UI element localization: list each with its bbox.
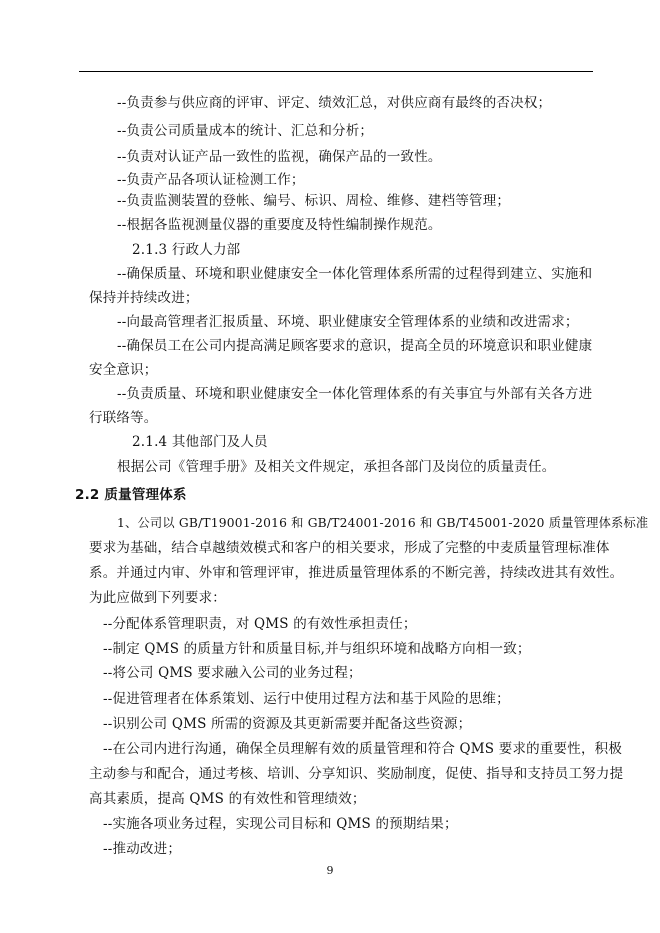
text-line: --在公司内进行沟通，确保全员理解有效的质量管理和符合 QMS 要求的重要性，积极 [103, 741, 623, 757]
text-line: 1、公司以 GB/T19001-2016 和 GB/T24001-2016 和 GB/T45001-2020 质量管理体系标准 [117, 516, 649, 530]
text-line: --将公司 QMS 要求融入公司的业务过程； [103, 665, 362, 681]
text-line: 要求为基础，结合卓越绩效模式和客户的相关要求，形成了完整的中麦质量管理标准体 [89, 540, 610, 556]
text-line: --确保质量、环境和职业健康安全一体化管理体系所需的过程得到建立、实施和 [117, 266, 593, 282]
section-heading: 2.2 质量管理体系 [75, 487, 187, 503]
text-line: --负责监测装置的登帐、编号、标识、周检、维修、建档等管理； [117, 193, 511, 209]
text-line: --根据各监视测量仪器的重要度及特性编制操作规范。 [117, 217, 442, 233]
text-line: --负责对认证产品一致性的监视，确保产品的一致性。 [117, 149, 442, 165]
text-line: --分配体系管理职责，对 QMS 的有效性承担责任； [103, 616, 417, 632]
text-line: 行联络等。 [89, 410, 158, 426]
text-line: 系。并通过内审、外审和管理评审，推进质量管理体系的不断完善，持续改进其有效性。 [89, 565, 624, 581]
text-line: --向最高管理者汇报质量、环境、职业健康安全管理体系的业绩和改进需求； [117, 314, 579, 330]
text-line: --负责参与供应商的评审、评定、绩效汇总，对供应商有最终的否决权； [117, 95, 552, 111]
text-line: --制定 QMS 的质量方针和质量目标,并与组织环境和战略方向相一致； [103, 641, 531, 657]
text-line: --实施各项业务过程，实现公司目标和 QMS 的预期结果； [103, 816, 458, 832]
text-line: 高其素质，提高 QMS 的有效性和管理绩效； [89, 791, 366, 807]
text-line: 根据公司《管理手册》及相关文件规定，承担各部门及岗位的质量责任。 [117, 459, 556, 475]
text-line: --负责公司质量成本的统计、汇总和分析； [117, 123, 374, 139]
text-line: --促进管理者在体系策划、运行中使用过程方法和基于风险的思维； [103, 691, 510, 707]
text-line: --负责产品各项认证检测工作； [117, 172, 305, 188]
subsection-heading: 2.1.3 行政人力部 [132, 242, 241, 258]
text-line: 主动参与和配合，通过考核、培训、分享知识、奖励制度，促使、指导和支持员工努力提 [89, 766, 624, 782]
text-line: 安全意识； [89, 362, 158, 378]
page-number: 9 [326, 864, 334, 877]
subsection-heading: 2.1.4 其他部门及人员 [132, 434, 268, 450]
text-line: --推动改进； [103, 841, 182, 857]
text-line: --确保员工在公司内提高满足顾客要求的意识，提高全员的环境意识和职业健康 [117, 338, 593, 354]
text-line: 保持并持续改进； [89, 290, 199, 306]
text-line: 为此应做到下列要求： [89, 590, 226, 606]
text-line: --负责质量、环境和职业健康安全一体化管理体系的有关事宜与外部有关各方进 [117, 386, 593, 402]
header-rule [79, 71, 593, 72]
text-line: --识别公司 QMS 所需的资源及其更新需要并配备这些资源； [103, 716, 472, 732]
